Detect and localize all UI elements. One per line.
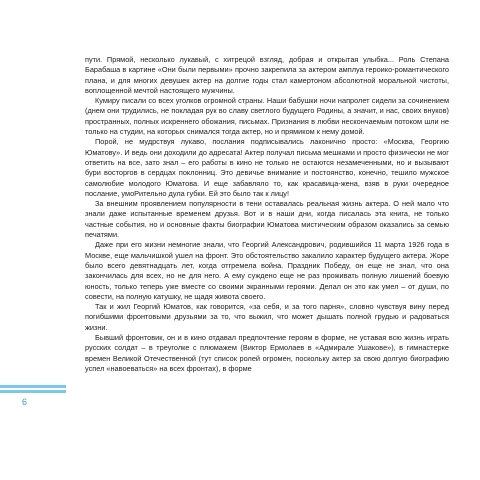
paragraph-6: Так и жил Георгий Юматов, как говорится, «за себя, и за того парня», словно чувствуя вину перед погибшими фронтовыми друзьями за то, что выжил, что может дышать полной грудью и радоваться жизни. — [85, 302, 449, 332]
body-text — [85, 55, 449, 374]
margin-accent-bar-lower — [0, 390, 66, 393]
paragraph-7: Бывший фронтовик, он и в кино отдавал предпочтение героям в форме, не уставая всю жизнь играть русских солдат – в треуголке с плюмажем (Виктор Ермолаев в «Адмирале Ушакове»), в гимнастерке времен Великой Отечественной (тут список ролей огромен, поскольку актер за свою долгую биографию успел «навоеваться» на всех фронтах), в форме — [85, 333, 449, 373]
margin-accent-bar — [0, 385, 66, 388]
paragraph-1: пути. Прямой, несколько лукавый, с хитрецой взгляд, добрая и открытая улыбка... Роль Степана Барабаша в картине «Они были первыми» прочно закрепила за актером амплуа героико-романтического плана, и для многих девушек актер на долгие годы стал камертоном абсолютной моральной чистоты, воплощенной мечтой настоящего мужчины. — [85, 55, 449, 95]
paragraph-5: Даже при его жизни немногие знали, что Георгий Александрович, родившийся 11 марта 1926 года в Москве, еще мальчишкой ушел на фронт. Это обстоятельство закалило характер будущего актера. Жоре было всего девятнадцать лет, когда отгремела война. Праздник Победу, он еще не знал, что она закончилась для всех, но не для него. А ему суждено еще не раз проживать полную лишений боевую юность, только теперь уже вместе со своими экранными героями. Делал он это как умел – от души, по совести, на полную катушку, не щадя живота своего. — [85, 240, 449, 301]
paragraph-2: Кумиру писали со всех уголков огромной страны. Наши бабушки ночи напролет сидели за сочинением (днем они трудились, не покладая рук во славу светлого будущего Родины, а значит, и нас, своих внуков) пространных, полных искреннего обожания, письмах. Признания в любви нескончаемым потоком шли не только на студии, на которых снимался тогда актер, но и прямиком к нему домой. — [85, 96, 449, 137]
paragraph-4: За внешним проявлением популярности в тени оставалась реальная жизнь актера. О ней мало что знали даже испытанные временем друзья. Вот и в наши дни, когда писалась эта книга, не только частные события, но и основные факты биографии Юматова мистическим образом оказались за семью печатями. — [85, 199, 449, 240]
paragraph-3: Порой, не мудрствуя лукаво, послания подписывались лаконично просто: «Москва, Георгию Юматову». И ведь они доходили до адресата! Актер получал письма мешками и просто физически не мог ответить на все, зато знал – его работы в кино не только не остаются незамеченными, но и вызывают бури восторгов в сердцах поклонниц. Это девичье внимание и постоянство, конечно, тешило мужское самолюбие молодого Юматова. И еще забавляло то, как красавица-жена, взяв в руки очередное послание, умоРительно дула губки. Ей это было так к лицу! — [85, 137, 449, 198]
page-number: 6 — [22, 397, 28, 407]
